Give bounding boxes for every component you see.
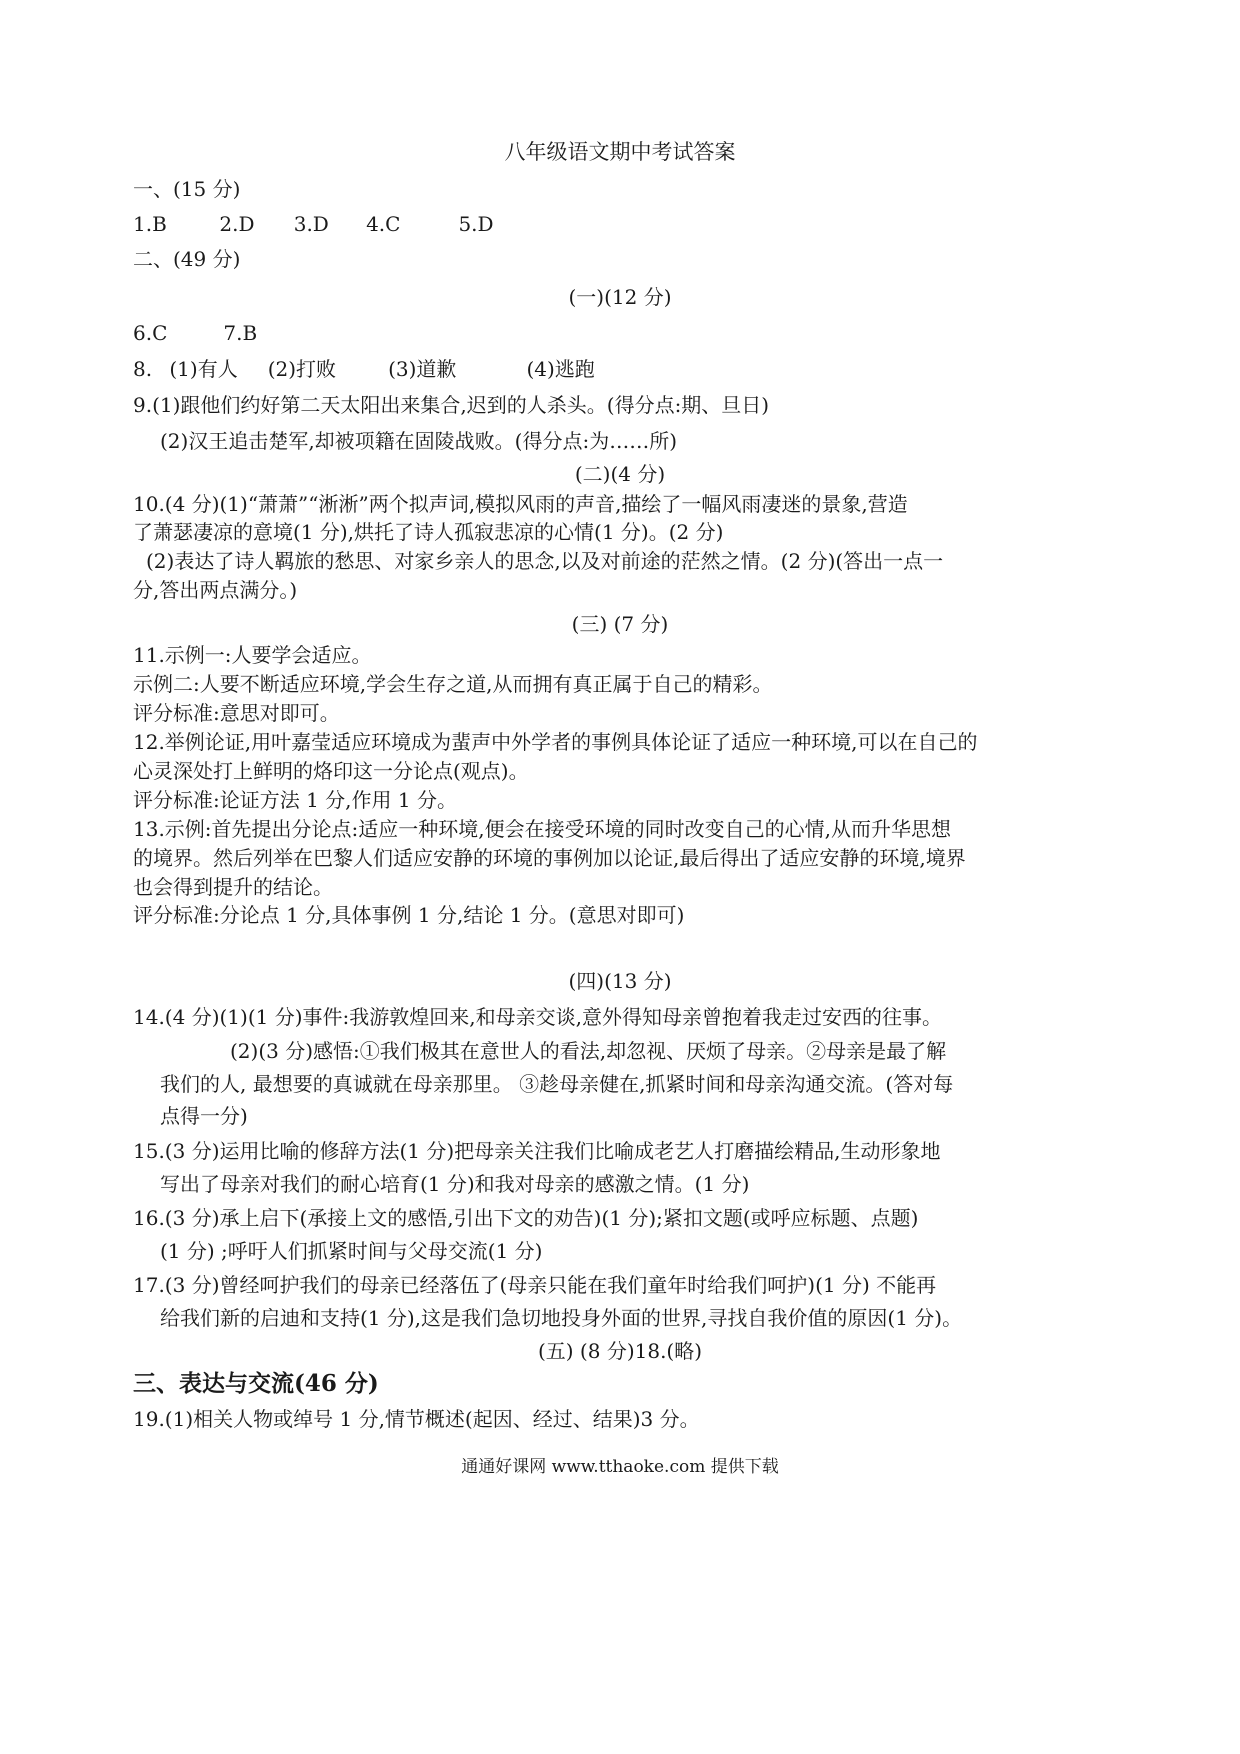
answer-q1: 1.B bbox=[133, 212, 167, 236]
q16-line-1: 16.(3 分)承上启下(承接上文的感悟,引出下文的劝告)(1 分);紧扣文题(或呼应标题、点题) bbox=[133, 1206, 919, 1230]
subsection-3-heading: (三) (7 分) bbox=[571, 612, 669, 636]
mc-answers-row-1 bbox=[133, 210, 494, 238]
q10-line-1: 10.(4 分)(1)“萧萧”“淅淅”两个拟声词,模拟风雨的声音,描绘了一幅风雨凄迷的景象,营造 bbox=[133, 492, 908, 516]
q13-line-4: 评分标准:分论点 1 分,具体事例 1 分,结论 1 分。(意思对即可) bbox=[133, 903, 685, 927]
page-title: 八年级语文期中考试答案 bbox=[504, 140, 736, 164]
answer-q7: 7.B bbox=[223, 321, 258, 345]
q8-answer-1: (1)有人 bbox=[169, 357, 238, 381]
q19-line-1: 19.(1)相关人物或绰号 1 分,情节概述(起因、经过、结果)3 分。 bbox=[133, 1407, 700, 1431]
subsection-2-heading: (二)(4 分) bbox=[574, 462, 666, 486]
subsection-1-heading: (一)(12 分) bbox=[568, 285, 672, 309]
q8-answers bbox=[133, 355, 595, 383]
answer-q5: 5.D bbox=[458, 212, 494, 236]
q10-line-3: (2)表达了诗人羁旅的愁思、对家乡亲人的思念,以及对前途的茫然之情。(2 分)(答出一点一 bbox=[146, 549, 944, 573]
subsection-4-heading: (四)(13 分) bbox=[568, 969, 672, 993]
q9-line-1: 9.(1)跟他们约好第二天太阳出来集合,迟到的人杀头。(得分点:期、旦日) bbox=[133, 393, 770, 417]
q17-line-2: 给我们新的启迪和支持(1 分),这是我们急切地投身外面的世界,寻找自我价值的原因(1 分)。 bbox=[160, 1306, 963, 1330]
subsection-5-heading: (五) (8 分)18.(略) bbox=[537, 1339, 703, 1363]
q8-answer-3: (3)道歉 bbox=[388, 357, 457, 381]
q17-line-1: 17.(3 分)曾经呵护我们的母亲已经落伍了(母亲只能在我们童年时给我们呵护)(1 分) 不能再 bbox=[133, 1273, 937, 1297]
q8-answer-2: (2)打败 bbox=[267, 357, 337, 381]
section-1-heading: 一、(15 分) bbox=[133, 177, 241, 201]
q10-line-2: 了萧瑟凄凉的意境(1 分),烘托了诗人孤寂悲凉的心情(1 分)。(2 分) bbox=[133, 520, 724, 544]
q15-line-2: 写出了母亲对我们的耐心培育(1 分)和我对母亲的感激之情。(1 分) bbox=[160, 1172, 750, 1196]
q14-line-4: 点得一分) bbox=[160, 1104, 248, 1128]
q8-answer-4: (4)逃跑 bbox=[526, 357, 595, 381]
q11-line-3: 评分标准:意思对即可。 bbox=[133, 701, 340, 725]
section-3-heading: 三、表达与交流(46 分) bbox=[133, 1370, 379, 1397]
q9-line-2: (2)汉王追击楚军,却被项籍在固陵战败。(得分点:为……所) bbox=[160, 429, 678, 453]
q16-line-2: (1 分) ;呼吁人们抓紧时间与父母交流(1 分) bbox=[160, 1239, 543, 1263]
q13-line-3: 也会得到提升的结论。 bbox=[133, 875, 333, 899]
q12-line-2: 心灵深处打上鲜明的烙印这一分论点(观点)。 bbox=[133, 759, 529, 783]
q15-line-1: 15.(3 分)运用比喻的修辞方法(1 分)把母亲关注我们比喻成老艺人打磨描绘精品,生动形象地 bbox=[133, 1139, 941, 1163]
q14-line-3: 我们的人, 最想要的真诚就在母亲那里。 ③趁母亲健在,抓紧时间和母亲沟通交流。(答对每 bbox=[160, 1072, 954, 1096]
mc-answers-row-2 bbox=[133, 319, 257, 347]
q11-line-1: 11.示例一:人要学会适应。 bbox=[133, 643, 372, 667]
q14-line-2: (2)(3 分)感悟:①我们极其在意世人的看法,却忽视、厌烦了母亲。②母亲是最了解 bbox=[230, 1039, 947, 1063]
answer-q6: 6.C bbox=[133, 321, 168, 345]
q13-line-2: 的境界。然后列举在巴黎人们适应安静的环境的事例加以论证,最后得出了适应安静的环境,境界 bbox=[133, 846, 966, 870]
answer-q4: 4.C bbox=[366, 212, 401, 236]
q10-line-4: 分,答出两点满分。) bbox=[133, 578, 298, 602]
q14-line-1: 14.(4 分)(1)(1 分)事件:我游敦煌回来,和母亲交谈,意外得知母亲曾抱着我走过安西的往事。 bbox=[133, 1005, 942, 1029]
q8-number: 8. bbox=[133, 357, 153, 381]
section-2-heading: 二、(49 分) bbox=[133, 247, 241, 271]
q13-line-1: 13.示例:首先提出分论点:适应一种环境,便会在接受环境的同时改变自己的心情,从而升华思想 bbox=[133, 817, 951, 841]
q12-line-3: 评分标准:论证方法 1 分,作用 1 分。 bbox=[133, 788, 457, 812]
q12-line-1: 12.举例论证,用叶嘉莹适应环境成为蜚声中外学者的事例具体论证了适应一种环境,可以在自己的 bbox=[133, 730, 978, 754]
answer-q3: 3.D bbox=[293, 212, 329, 236]
q11-line-2: 示例二:人要不断适应环境,学会生存之道,从而拥有真正属于自己的精彩。 bbox=[133, 672, 773, 696]
answer-q2: 2.D bbox=[219, 212, 255, 236]
footer-source: 通通好课网 www.tthaoke.com 提供下载 bbox=[461, 1457, 779, 1477]
